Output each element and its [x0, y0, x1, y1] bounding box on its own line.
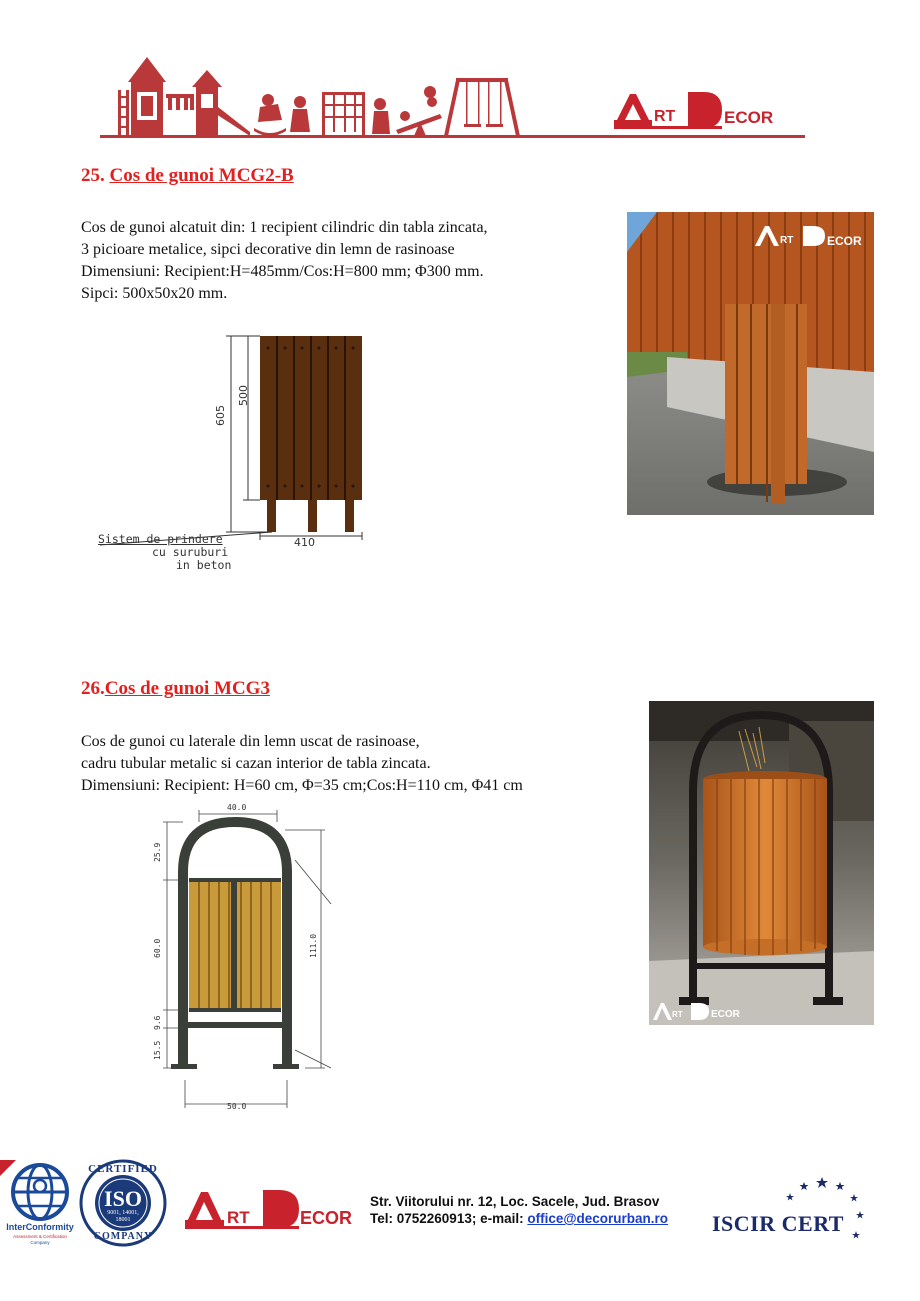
dim-slat-label: 500: [237, 385, 250, 406]
iscir-cert-text: ISCIR CERT: [712, 1211, 844, 1236]
product-26-description: [81, 731, 621, 797]
iso-certified-badge: CERTIFIED ISO 9001, 14001, 18001 COMPANY: [79, 1159, 167, 1247]
product-25-photo: [627, 212, 874, 515]
product-25-title: [81, 165, 294, 187]
iscir-cert-logo: [710, 1173, 870, 1245]
product-26-number: 26.: [81, 678, 105, 699]
product-25-name: Cos de gunoi MCG2-B: [109, 165, 294, 186]
product-25-description: [81, 217, 601, 305]
description-line: Cos de gunoi cu laterale din lemn uscat de rasinoase,: [81, 733, 420, 750]
artdecor-logo: [612, 90, 782, 132]
dim-arch-label: 25.9: [153, 842, 162, 862]
photo-watermark: RT ECOR: [651, 1001, 761, 1023]
product-26-name: Cos de gunoi MCG3: [104, 678, 270, 699]
dim-leg-label: 15.5: [153, 1040, 162, 1060]
company-contact: [370, 1193, 668, 1227]
footer-logo-art: RT: [227, 1208, 250, 1227]
dim-gap-label: 9.6: [153, 1015, 162, 1030]
description-line: Sipci: 500x50x20 mm.: [81, 285, 228, 302]
product-25-number: 25.: [81, 165, 105, 186]
mounting-note: Sistem de prindere cu suruburi in beton: [98, 532, 232, 572]
company-address: Str. Viitorului nr. 12, Loc. Sacele, Jud. Brasov: [370, 1194, 660, 1209]
wooden-bin-photo: [627, 212, 874, 515]
footer-artdecor-logo: [183, 1188, 363, 1232]
description-line: Cos de gunoi alcatuit din: 1 recipient cilindric din tabla zincata,: [81, 219, 488, 236]
dim-top-label: 40.0: [227, 803, 247, 812]
dim-base-label: 50.0: [227, 1102, 247, 1111]
header-rule: [100, 135, 805, 138]
product-25-drawing: [96, 328, 376, 578]
description-line: Dimensiuni: Recipient: H=60 cm, Φ=35 cm;Cos:H=110 cm, Φ41 cm: [81, 777, 523, 794]
email-link[interactable]: office@decorurban.ro: [527, 1211, 669, 1226]
dim-width-label: 410: [294, 536, 315, 549]
photo-watermark: RT ECOR: [753, 224, 873, 252]
description-line: Dimensiuni: Recipient:H=485mm/Cos:H=800 mm; Φ300 mm.: [81, 263, 484, 280]
footer-logo-decor: ECOR: [300, 1208, 353, 1228]
page-header: [100, 52, 805, 140]
dim-height-label: 605: [214, 405, 227, 426]
globe-icon: [10, 1162, 70, 1222]
dim-total-label: 111.0: [309, 933, 318, 958]
logo-text-art: RT: [654, 108, 676, 125]
dim-body-label: 60.0: [153, 938, 162, 958]
interconformity-logo: InterConformity Assessment & Certification Company: [4, 1162, 76, 1248]
product-26-drawing: [145, 800, 345, 1120]
description-line: 3 picioare metalice, sipci decorative din lemn de rasinoase: [81, 241, 455, 258]
arched-bin-photo: [649, 701, 874, 1025]
product-26-title: [81, 678, 270, 700]
company-phone-email: Tel: 0752260913; e-mail: office@decorurban.ro: [370, 1211, 669, 1226]
bin-mcg3-schematic: [145, 800, 345, 1120]
product-26-photo: [649, 701, 874, 1025]
description-line: cadru tubular metalic si cazan interior de tabla zincata.: [81, 755, 431, 772]
logo-text-decor: ECOR: [724, 108, 774, 127]
